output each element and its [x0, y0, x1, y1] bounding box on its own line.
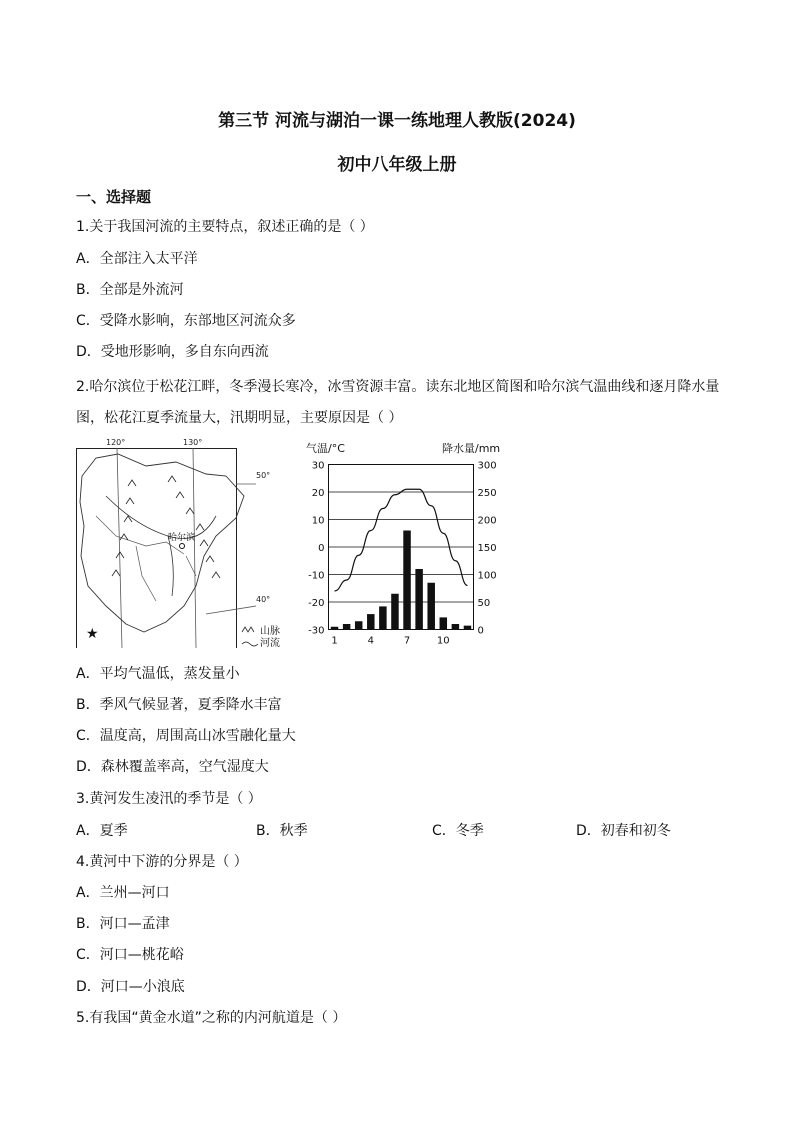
- legend-river-label: 河流: [260, 638, 280, 648]
- left-tick-label: 10: [311, 515, 325, 527]
- star-icon: ★: [86, 626, 99, 642]
- q2-option-c: C．温度高，周围高山冰雪融化量大: [76, 728, 296, 744]
- right-tick-label: 250: [477, 488, 497, 499]
- province-border: [96, 516, 196, 601]
- northeast-china-map: [76, 436, 298, 648]
- lon-label-120: 120°: [106, 438, 126, 447]
- left-tick-label: 0: [318, 543, 325, 554]
- q3-option-c: C．冬季: [432, 823, 484, 839]
- x-tick-label: 4: [367, 635, 374, 647]
- harbin-climate-chart: [300, 436, 510, 648]
- q2-stem: 2.哈尔滨位于松花江畔，冬季漫长寒冷，冰雪资源丰富。读东北地区简图和哈尔滨气温曲线和逐月降水量图，松花江夏季流量大，汛期明显，主要原因是（ ）: [76, 379, 720, 426]
- left-tick-label: -30: [308, 625, 325, 637]
- section-heading: 一、选择题: [76, 188, 152, 206]
- q2-option-d: D．森林覆盖率高，空气湿度大: [76, 759, 269, 775]
- x-tick-label: 1: [331, 635, 338, 647]
- right-tick-label: 150: [477, 543, 497, 554]
- q3-option-d: D．初春和初冬: [576, 823, 671, 839]
- right-axis-title: 降水量/mm: [442, 442, 501, 455]
- right-tick-label: 50: [477, 598, 491, 609]
- right-tick-label: 0: [477, 625, 484, 637]
- x-tick-label: 7: [403, 635, 411, 647]
- document-title: 第三节 河流与湖泊一课一练地理人教版(2024): [218, 111, 576, 131]
- x-tick-label: 10: [436, 635, 450, 647]
- lon-label-130: 130°: [183, 438, 203, 447]
- precipitation-bar: [343, 624, 350, 630]
- temperature-curve: [335, 489, 468, 591]
- precipitation-bar: [379, 606, 386, 629]
- q1-stem: 1.关于我国河流的主要特点，叙述正确的是（ ）: [76, 219, 374, 235]
- precipitation-bar: [427, 583, 434, 630]
- q4-option-b: B．河口—孟津: [76, 916, 170, 932]
- left-axis-title: 气温/°C: [306, 442, 345, 455]
- right-tick-label: 100: [477, 570, 497, 582]
- q1-option-b: B．全部是外流河: [76, 282, 184, 298]
- q1-option-a: A．全部注入太平洋: [76, 251, 198, 267]
- river-lines: [106, 496, 216, 596]
- precipitation-bar: [440, 617, 447, 629]
- precipitation-bar: [331, 627, 338, 630]
- lat-label-40: 40°: [256, 595, 271, 604]
- legend-mountain-label: 山脉: [260, 626, 280, 637]
- city-label-harbin: 哈尔滨: [168, 533, 196, 543]
- q1-option-d: D．受地形影响，多自东向西流: [76, 344, 269, 360]
- q4-option-c: C．河口—桃花峪: [76, 947, 184, 963]
- legend-mountain-icon: [242, 627, 254, 632]
- precipitation-bar: [464, 626, 471, 630]
- q2-option-a: A．平均气温低，蒸发量小: [76, 666, 240, 682]
- x-tick-labels: [331, 636, 449, 647]
- precipitation-bar: [403, 531, 410, 630]
- precipitation-bar: [367, 614, 374, 629]
- q4-stem: 4.黄河中下游的分界是（ ）: [76, 854, 248, 870]
- q3-stem: 3.黄河发生凌汛的季节是（ ）: [76, 791, 262, 807]
- precipitation-bar: [391, 594, 398, 630]
- left-tick-label: -20: [308, 598, 325, 609]
- legend-river-icon: [242, 642, 258, 646]
- harbin-marker: [180, 544, 185, 549]
- q1-option-c: C．受降水影响，东部地区河流众多: [76, 313, 296, 329]
- q5-stem: 5.有我国“黄金水道”之称的内河航道是（ ）: [76, 1010, 347, 1026]
- precipitation-bar: [355, 621, 362, 629]
- q3-option-a: A．夏季: [76, 823, 128, 839]
- right-tick-labels: [478, 461, 497, 637]
- parallel-40: [206, 606, 256, 614]
- mountain-symbols: [112, 476, 220, 578]
- left-tick-label: 30: [311, 460, 325, 472]
- meridian-130: [193, 448, 196, 648]
- precipitation-bar: [452, 624, 459, 630]
- precipitation-bars: [331, 531, 471, 630]
- q3-option-b: B．秋季: [256, 823, 308, 839]
- right-tick-label: 200: [477, 515, 497, 527]
- precipitation-bar: [415, 569, 422, 630]
- document-subtitle: 初中八年级上册: [337, 155, 457, 175]
- q2-option-b: B．季风气候显著，夏季降水丰富: [76, 697, 282, 713]
- lat-label-50: 50°: [256, 471, 271, 480]
- right-tick-label: 300: [477, 460, 497, 472]
- q4-option-a: A．兰州—河口: [76, 885, 170, 901]
- left-tick-label: 20: [311, 488, 325, 499]
- left-tick-labels: [308, 461, 324, 637]
- q4-option-d: D．河口—小浪底: [76, 979, 185, 995]
- gridlines: [329, 492, 474, 602]
- left-tick-label: -10: [308, 570, 325, 582]
